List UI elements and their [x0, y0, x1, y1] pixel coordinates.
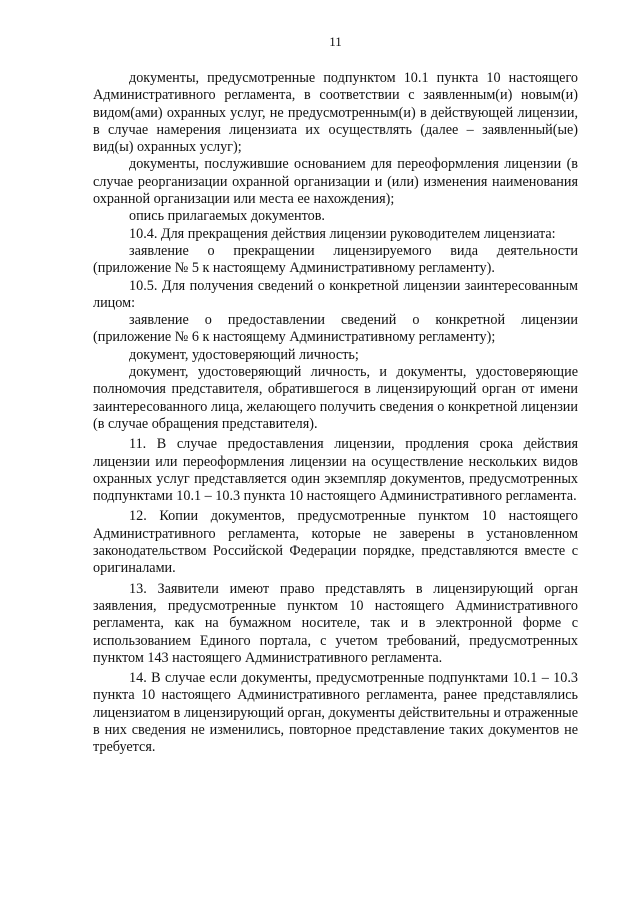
- paragraph-10-4: 10.4. Для прекращения действия лицензии руководителем лицензиата:: [129, 225, 556, 242]
- paragraph-documents-reissue-basis: документы, послужившие основанием для переоформления лицензии (в случае реорганизации охранной организации и (или) изменения наименования охранной организации или места ее нахождения);: [93, 156, 578, 208]
- page-number: 11: [329, 34, 342, 49]
- paragraph-identity-document: документ, удостоверяющий личность;: [129, 346, 359, 363]
- paragraph-info-application: заявление о предоставлении сведений о конкретной лицензии (приложение № 6 к настоящему Административному регламенту);: [93, 312, 578, 346]
- paragraph-termination-application: заявление о прекращении лицензируемого вида деятельности (приложение № 5 к настоящему Административному регламенту).: [93, 242, 578, 277]
- paragraph-11: 11. В случае предоставления лицензии, продления срока действия лицензии или переоформления лицензии на осуществление нескольких видов охранных услуг представляется один экземпляр документов, предусмотренных подпунктами 10.1 – 10.3 пункта 10 настоящего Административного регламента.: [93, 436, 578, 505]
- paragraph-14: 14. В случае если документы, предусмотренные подпунктами 10.1 – 10.3 пункта 10 настоящего Административного регламента, ранее представлялись лицензиатом в лицензирующий орган, документы действительны и отраженные в них сведения не изменились, повторное представление таких документов не требуется.: [93, 670, 578, 756]
- paragraph-documents-new-services: документы, предусмотренные подпунктом 10.1 пункта 10 настоящего Административного регламента, в соответствии с заявленным(и) новым(и) видом(ами) охранных услуг, не предусмотренным(и) в действующей лицензии, в случае намерения лицензиата их осуществлять (далее – заявленный(ые) вид(ы) охранных услуг);: [93, 70, 578, 156]
- paragraph-13: 13. Заявители имеют право представлять в лицензирующий орган заявления, предусмотренные пунктом 10 настоящего Административного регламента, как на бумажном носителе, так и в электронной форме с использованием Единого портала, с учетом требований, предусмотренных пунктом 143 настоящего Административного регламента.: [93, 580, 578, 666]
- paragraph-representative-documents: документ, удостоверяющий личность, и документы, удостоверяющие полномочия представителя, обратившегося в лицензирующий орган от имени заинтересованного лица, желающего получить сведения о конкретной лицензии (в случае обращения представителя).: [93, 364, 578, 432]
- paragraph-10-5: 10.5. Для получения сведений о конкретной лицензии заинтересованным лицом:: [93, 277, 578, 311]
- paragraph-12: 12. Копии документов, предусмотренные пунктом 10 настоящего Административного регламента, которые не заверены в установленном законодательством Российской Федерации порядке, представляются вместе с оригиналами.: [93, 508, 578, 577]
- paragraph-inventory: опись прилагаемых документов.: [129, 208, 325, 225]
